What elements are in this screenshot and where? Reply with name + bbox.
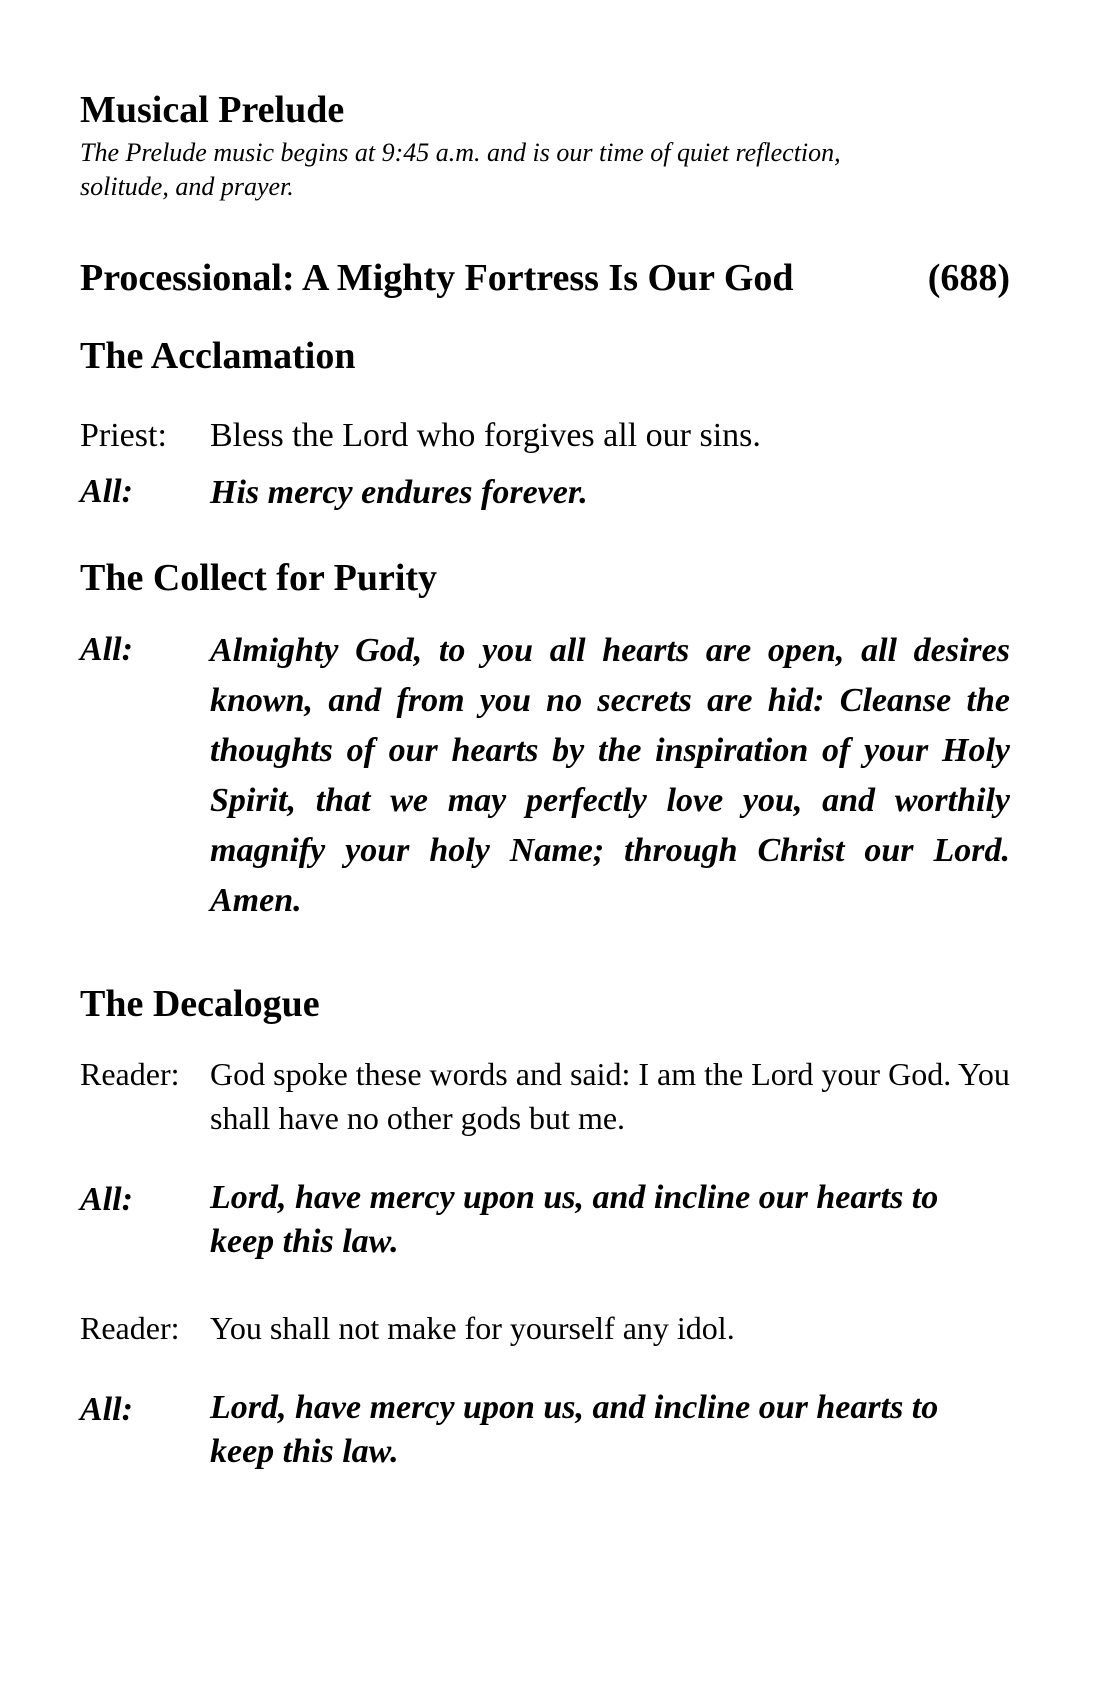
- all-response-text: His mercy endures forever.: [210, 474, 588, 511]
- all-response-text: Lord, have mercy upon us, and incline our hearts to keep this law.: [210, 1389, 939, 1470]
- all-response-text: Lord, have mercy upon us, and incline our hearts to keep this law.: [210, 1179, 939, 1260]
- reader-line: [80, 1306, 1020, 1350]
- collect-section: [80, 556, 1020, 926]
- all-label: All:: [80, 631, 133, 668]
- prelude-section: [80, 88, 1020, 204]
- all-label: All:: [80, 1181, 133, 1218]
- reader-label: Reader:: [80, 1056, 180, 1092]
- collect-prayer: [80, 626, 1020, 926]
- priest-line: [80, 412, 1020, 460]
- priest-text: Bless the Lord who forgives all our sins.: [210, 417, 761, 454]
- collect-heading: The Collect for Purity: [80, 557, 438, 599]
- acclamation-heading: The Acclamation: [80, 335, 356, 377]
- prelude-note: The Prelude music begins at 9:45 a.m. and is our time of quiet reflection, solitude, and prayer.: [80, 138, 841, 201]
- reader-label: Reader:: [80, 1310, 180, 1346]
- all-response-line: [80, 1176, 1020, 1264]
- all-response-line: [80, 1386, 1020, 1474]
- all-response-line: [80, 468, 1020, 518]
- processional-title: Processional: A Mighty Fortress Is Our God: [80, 257, 794, 299]
- decalogue-heading: The Decalogue: [80, 983, 320, 1025]
- reader-text: God spoke these words and said: I am the Lord your God. You shall have no other gods but me.: [210, 1056, 1010, 1136]
- acclamation-section: [80, 334, 1020, 518]
- all-label: All:: [80, 473, 133, 510]
- reader-line: [80, 1052, 1020, 1140]
- hymn-number: (688): [927, 257, 1010, 299]
- bulletin-page: [80, 88, 1020, 1474]
- decalogue-section: [80, 982, 1020, 1474]
- processional-heading: [80, 256, 1010, 300]
- collect-prayer-text: Almighty God, to you all hearts are open, all desires known, and from you no secrets are hid: Cleanse the thoughts of our hearts by the inspiration of your Holy Spirit, that we may perfectly love you, and worthily magnify your holy Name; through Christ our Lord. Amen.: [210, 632, 1010, 919]
- all-label: All:: [80, 1391, 133, 1428]
- reader-text: You shall not make for yourself any idol.: [210, 1310, 735, 1346]
- priest-label: Priest:: [80, 417, 167, 454]
- prelude-heading: Musical Prelude: [80, 89, 345, 131]
